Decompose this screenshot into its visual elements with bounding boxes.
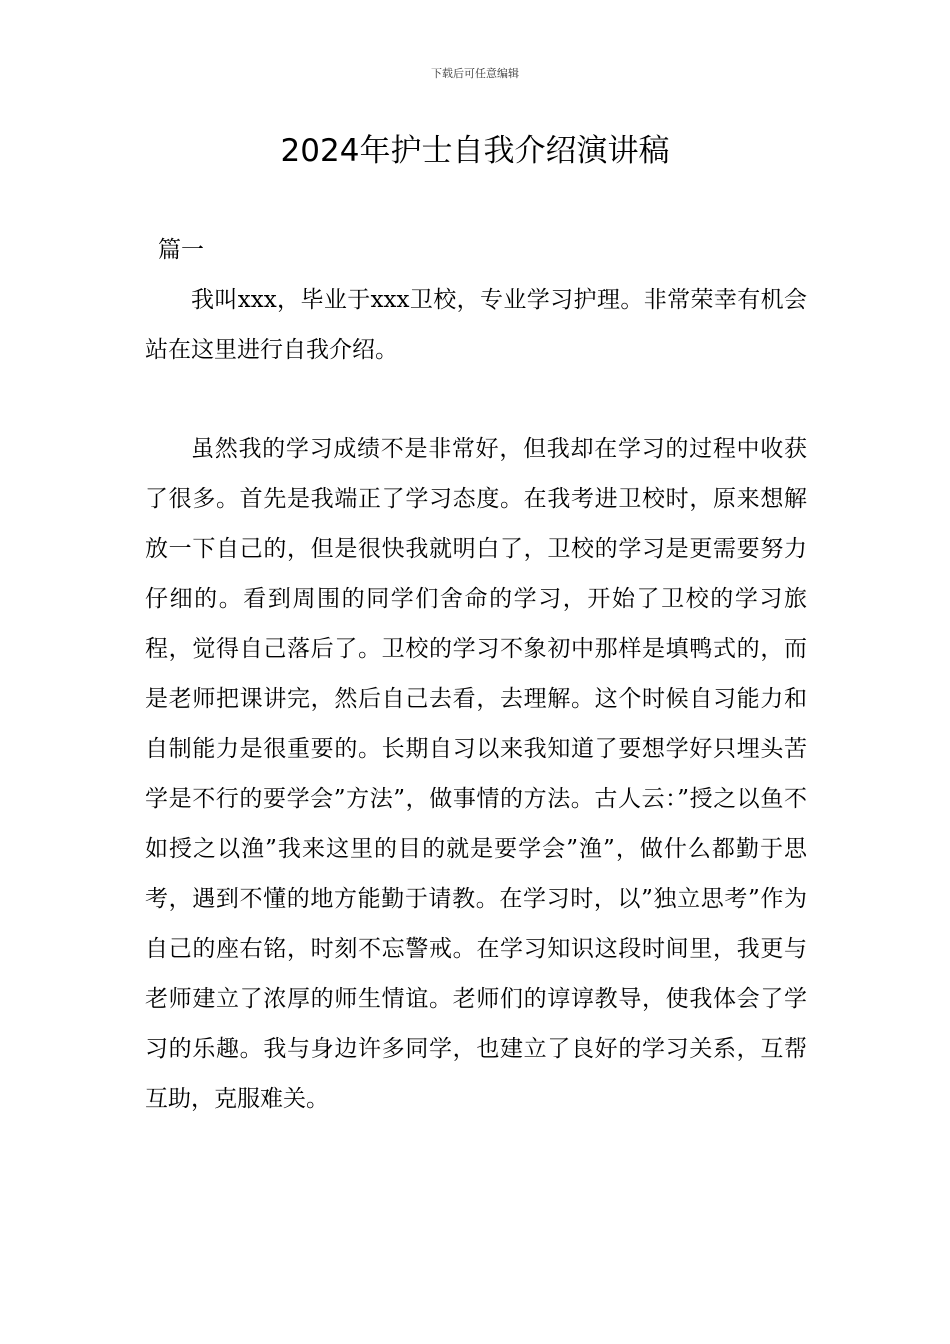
header-note: 下载后可任意编辑	[431, 67, 519, 80]
section-label: 篇一	[158, 237, 204, 263]
paragraph-intro: 我叫xxx，毕业于xxx卫校，专业学习护理。非常荣幸有机会站在这里进行自我介绍。	[145, 287, 807, 363]
paragraph-study: 虽然我的学习成绩不是非常好，但我却在学习的过程中收获了很多。首先是我端正了学习态度。在我考进卫校时，原来想解放一下自己的，但是很快我就明白了，卫校的学习是更需要努力仔细的。看到周围的同学们舍命的学习，开始了卫校的学习旅程，觉得自己落后了。卫校的学习不象初中那样是填鸭式的，而是老师把课讲完，然后自己去看，去理解。这个时候自习能力和自制能力是很重要的。长期自习以来我知道了要想学好只埋头苦学是不行的要学会”方法”，做事情的方法。古人云：”授之以鱼不如授之以渔”我来这里的目的就是要学会”渔”，做什么都勤于思考，遇到不懂的地方能勤于请教。在学习时，以”独立思考”作为自己的座右铭，时刻不忘警戒。在学习知识这段时间里，我更与老师建立了浓厚的师生情谊。老师们的谆谆教导，使我体会了学习的乐趣。我与身边许多同学，也建立了良好的学习关系，互帮互助，克服难关。	[145, 436, 807, 1112]
document-title: 2024年护士自我介绍演讲稿	[280, 133, 670, 169]
